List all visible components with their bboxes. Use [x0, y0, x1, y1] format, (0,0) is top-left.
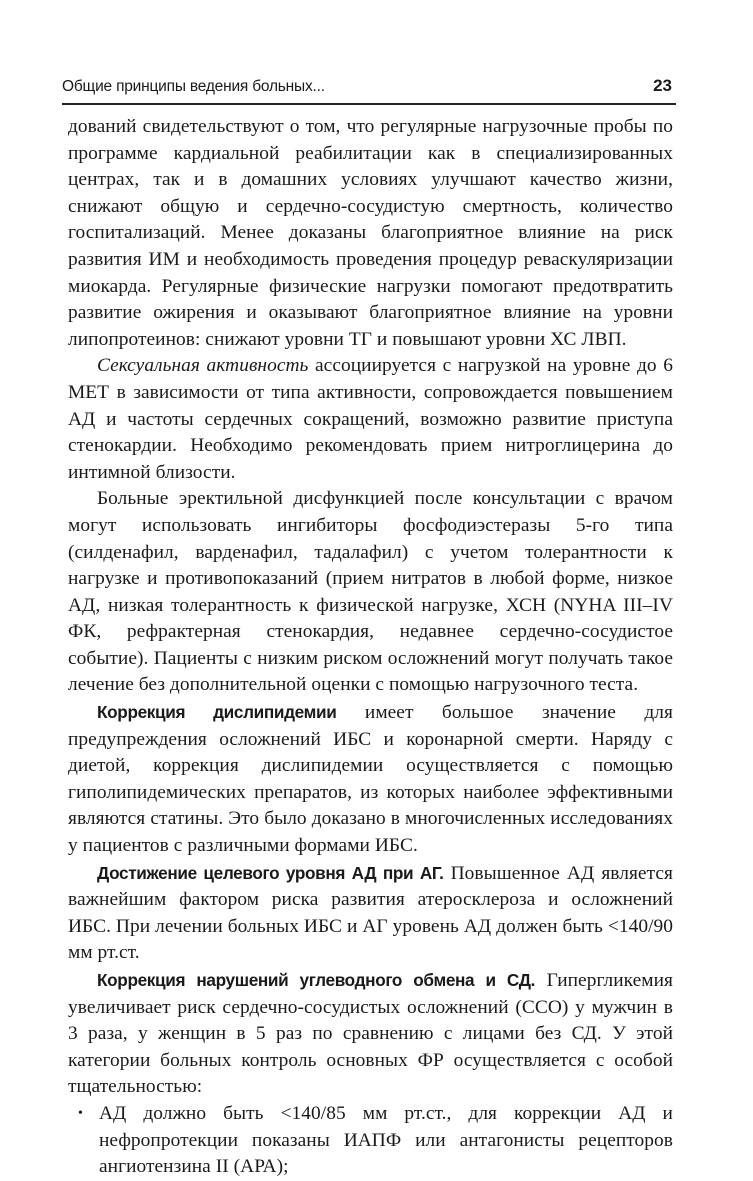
paragraph-lead: Достижение целевого уровня АД при АГ. [97, 862, 444, 883]
paragraph-diabetes [68, 967, 673, 1101]
paragraph-text: Повышенное АД является важнейшим фактором риска развития атеросклероза и осложнений ИБС. При лечении больных ИБС и АГ уровень АД должен быть <140/90 мм рт.ст. [68, 862, 673, 964]
header-rule [62, 103, 676, 105]
bullet-list [68, 1101, 673, 1181]
bullet-icon: • [78, 1105, 83, 1121]
running-header [62, 76, 676, 100]
paragraph: дований свидетельствуют о том, что регулярные нагрузочные пробы по программе кардиальной реабилитации как в специализированных центрах, так и в домашних условиях улучшают качество жизни, снижают общую и сердечно-сосудистую смертность, количество госпитализаций. Менее доказаны благоприятное влияние на риск развития ИМ и необходимость проведения процедур реваскуляризации миокарда. Регулярные физические нагрузки помогают предотвратить развитие ожирения и оказывают благоприятное влияние на уровни липопротеинов: снижают уровни ТГ и повышают уровни ХС ЛВП. [68, 116, 673, 350]
page-body [68, 114, 673, 1181]
running-title: Общие принципы ведения больных... [62, 78, 325, 95]
paragraph-dyslipidemia [68, 699, 673, 860]
page-number: 23 [653, 76, 672, 95]
paragraph-sexual-activity [68, 353, 673, 486]
paragraph-lead-italic: Сексуальная активность [97, 355, 309, 377]
paragraph: Больные эректильной дисфункцией после консультации с врачом могут использовать ингибиторы фосфодиэстеразы 5-го типа (силденафил, варденафил, тадалафил) с учетом толерантности к нагрузке и противопоказаний (прием нитратов в любой форме, низкое АД, низкая толерантность к физической нагрузке, ХСН (NYHA III–IV ФК, рефрактерная стенокардия, недавнее сердечно-сосудистое событие). Пациенты с низким риском осложнений могут получать такое лечение без дополнительной оценки с помощью нагрузочного теста. [68, 488, 673, 696]
paragraph-text: ассоциируется с нагрузкой на уровне до 6 МЕТ в зависимости от типа активности, сопровождается повышением АД и частоты сердечных сокращений, возможно развитие приступа стенокардии. Необходимо рекомендовать прием нитроглицерина до интимной близости. [68, 355, 673, 483]
paragraph-lead: Коррекция нарушений углеводного обмена и СД. [97, 970, 536, 990]
list-item [68, 1101, 673, 1181]
paragraph-bp-target [68, 860, 673, 967]
paragraph-lead: Коррекция дислипидемии [97, 702, 337, 723]
paragraph-text: Гипергликемия увеличивает риск сердечно-сосудистых осложнений (ССО) у мужчин в 3 раза, у женщин в 5 раз по сравнению с лицами без СД. У этой категории больных контроль основных ФР осуществляется с особой тщательностью: [68, 970, 673, 1098]
list-item-text: АД должно быть <140/85 мм рт.ст., для коррекции АД и нефропротекции показаны ИАПФ или антагонисты рецепторов ангиотензина II (АРА); [99, 1102, 673, 1178]
paragraph-text: имеет большое значение для предупреждения осложнений ИБС и коронарной смерти. Наряду с диетой, коррекция дислипидемии осуществляется с помощью гиполипидемических препаратов, из которых наиболее эффективными являются статины. Это было доказано в многочисленных исследованиях у пациентов с различными формами ИБС. [68, 702, 673, 857]
